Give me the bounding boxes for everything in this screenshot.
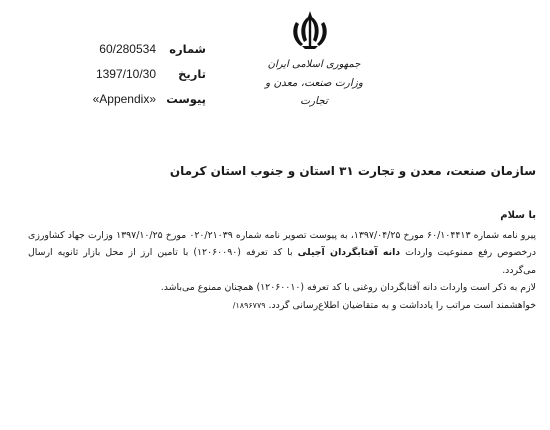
- ministry-name: وزارت صنعت، معدن و تجارت: [265, 77, 363, 107]
- republic-name: جمهوری اسلامی ایران: [267, 59, 361, 70]
- paragraph-2: لازم به ذکر است واردات دانه آفتابگردان روغنی با کد تعرفه (۱۲۰۶۰۰۱۰) همچنان ممنوع می‌باشد.: [160, 282, 536, 293]
- iran-emblem-icon: [288, 8, 332, 54]
- letter-meta: [34, 42, 214, 117]
- paragraph-3: [28, 297, 536, 315]
- p1-product: دانه آفتابگردان آجیلی: [297, 247, 401, 258]
- p1-text-b: با کد تعرفه (۱۲۰۶۰۰۹۰) با تامین ارز از محل بازار ثانویه ارسال می‌گردد.: [28, 247, 536, 276]
- letter-body: [28, 207, 536, 314]
- org-header: [252, 56, 376, 110]
- recipient: سازمان صنعت، معدن و تجارت ۳۱ استان و جنوب استان کرمان: [169, 164, 536, 178]
- attachment-row: [34, 92, 214, 117]
- date-label: تاریخ: [178, 67, 206, 81]
- number-row: [34, 42, 214, 67]
- reference-number: ۱۸۹۶۷۷۹/: [232, 300, 266, 310]
- date-value: 1397/10/30: [95, 67, 156, 81]
- attachment-label: پیوست: [166, 92, 206, 106]
- number-label: شماره: [169, 42, 206, 56]
- paragraph-1: [28, 227, 536, 280]
- greeting: با سلام: [500, 210, 536, 221]
- p3-text: خواهشمند است مراتب را یادداشت و به متقاضیان اطلاع‌رسانی گردد.: [268, 299, 536, 311]
- attachment-value: «Appendix»: [92, 92, 156, 106]
- number-value: 60/280534: [99, 42, 156, 56]
- date-row: [34, 67, 214, 92]
- p1-text-a: پیرو نامه شماره ۶۰/۱۰۴۴۱۳ مورخ ۱۳۹۷/۰۴/۲۵، به پیوست تصویر نامه شماره ۰۲۰/۲۱۰۳۹ مورخ ۱۳۹۷/۱۰/۲۵ وزارت جهاد کشاورزی درخصوص رفع ممنوعیت واردات: [28, 229, 537, 258]
